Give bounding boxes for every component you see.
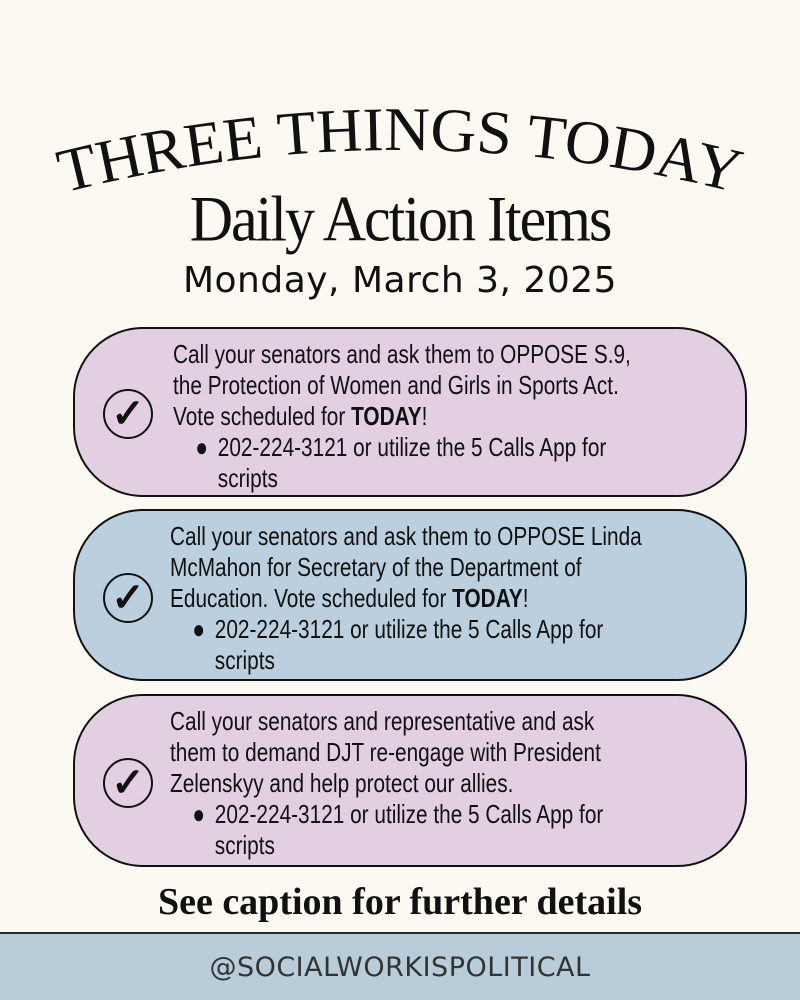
action-card-2 (73, 509, 747, 681)
bullet-item (192, 614, 714, 676)
item-line: Education. Vote scheduled for TODAY! (170, 583, 529, 613)
bullet-dot-icon: ● (192, 614, 205, 644)
account-handle[interactable]: @SOCIALWORKISPOLITICAL (209, 951, 591, 983)
bullet-item (195, 432, 717, 494)
page-title: THREE THINGS TODAY (50, 95, 749, 205)
phone-line-cont: scripts (214, 830, 275, 860)
item-line: the Protection of Women and Girls in Sports Act. (173, 370, 619, 400)
bullet-dot-icon: ● (192, 799, 205, 829)
item-line: Call your senators and ask them to OPPOSE S.9, (173, 339, 631, 369)
phone-line-cont: scripts (214, 645, 275, 675)
action-card-3 (73, 694, 747, 867)
phone-line: 202-224-3121 or utilize the 5 Calls App for (214, 614, 604, 644)
item-line: Call your senators and ask them to OPPOSE Linda (170, 521, 642, 551)
check-circle-icon: ✓ (103, 389, 153, 439)
handle-bar (0, 932, 800, 1000)
check-circle-icon: ✓ (103, 573, 153, 623)
caption-note: See caption for further details (157, 881, 643, 923)
item-line: Vote scheduled for TODAY! (173, 401, 428, 431)
emphasis: TODAY (351, 401, 422, 431)
bullet-item (192, 799, 714, 861)
bullet-dot-icon: ● (195, 432, 208, 462)
item-line: Call your senators and representative and ask (170, 706, 595, 736)
date: Monday, March 3, 2025 (182, 260, 618, 301)
phone-line: 202-224-3121 or utilize the 5 Calls App for (214, 799, 604, 829)
item-line: Zelenskyy and help protect our allies. (170, 768, 514, 798)
subtitle: Daily Action Items (189, 183, 611, 255)
check-circle-icon: ✓ (103, 758, 153, 808)
action-card-1 (73, 327, 747, 497)
phone-line-cont: scripts (217, 463, 278, 493)
phone-line: 202-224-3121 or utilize the 5 Calls App for (217, 432, 607, 462)
item-line: them to demand DJT re-engage with President (170, 737, 601, 767)
emphasis: TODAY (452, 583, 523, 613)
item-line: McMahon for Secretary of the Department of (170, 552, 582, 582)
